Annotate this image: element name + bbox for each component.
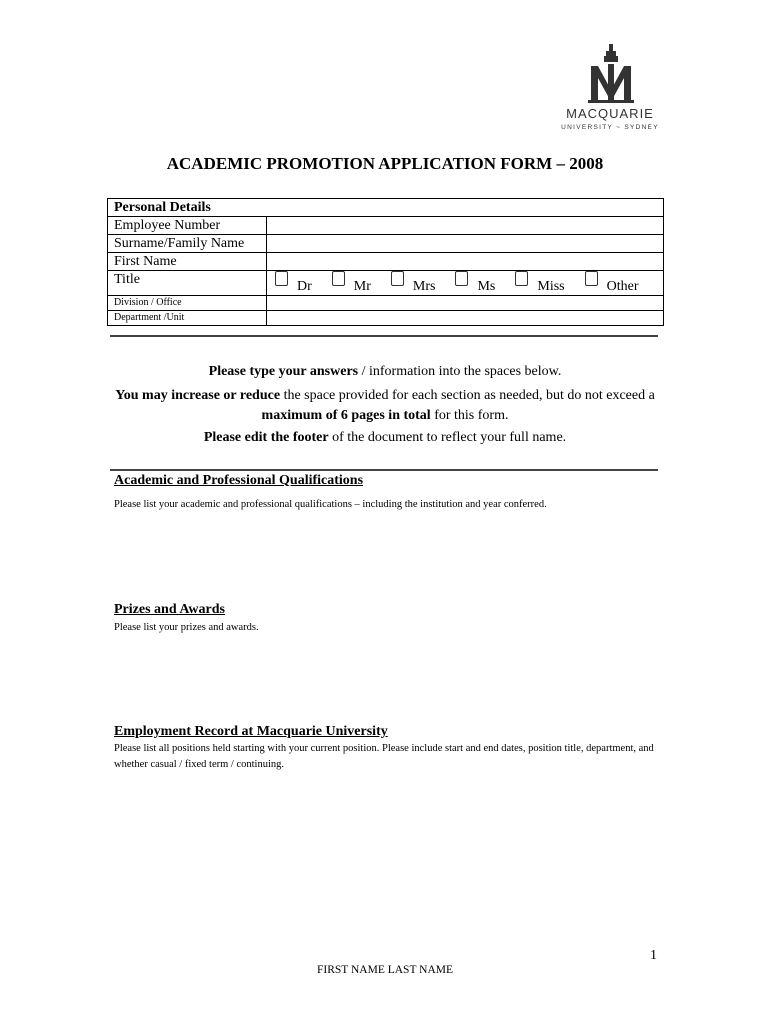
- section-divider: [110, 469, 658, 471]
- title-option-mrs[interactable]: Mrs: [391, 276, 436, 295]
- section-divider: [110, 335, 658, 337]
- university-logo: [560, 44, 660, 136]
- form-title: ACADEMIC PROMOTION APPLICATION FORM – 2008: [166, 154, 604, 173]
- prizes-instructions: Please list your prizes and awards.: [114, 622, 259, 633]
- employee-number-field[interactable]: [267, 217, 664, 235]
- title-option-miss[interactable]: Miss: [515, 276, 564, 295]
- logo-subtitle: UNIVERSITY ~ SYDNEY: [561, 124, 659, 131]
- division-label: Division / Office: [108, 296, 267, 311]
- surname-field[interactable]: [267, 235, 664, 253]
- macquarie-crest-icon: [588, 44, 634, 104]
- checkbox-icon[interactable]: [391, 271, 404, 286]
- checkbox-icon[interactable]: [585, 271, 598, 286]
- first-name-field[interactable]: [267, 253, 664, 271]
- division-field[interactable]: [267, 296, 664, 311]
- checkbox-icon[interactable]: [275, 271, 288, 286]
- qualifications-instructions: Please list your academic and professional qualifications – including the institution and year conferred.: [114, 499, 547, 510]
- personal-details-heading: Personal Details: [108, 199, 664, 217]
- page-footer: FIRST NAME LAST NAME: [317, 964, 453, 976]
- employment-instructions: Please list all positions held starting with your current position. Please include start and end dates, position title, department, and whether casual / fixed term / continuing.: [114, 743, 654, 770]
- checkbox-icon[interactable]: [455, 271, 468, 286]
- title-option-ms[interactable]: Ms: [455, 276, 495, 295]
- title-options: [267, 271, 664, 296]
- title-option-mr[interactable]: Mr: [332, 276, 371, 295]
- title-option-dr[interactable]: Dr: [275, 276, 312, 295]
- instruction-line-1: Please type your answers / information into the spaces below.: [208, 364, 562, 379]
- prizes-heading: Prizes and Awards: [114, 602, 225, 617]
- surname-label: Surname/Family Name: [108, 235, 267, 253]
- checkbox-icon[interactable]: [515, 271, 528, 286]
- department-field[interactable]: [267, 311, 664, 326]
- title-label: Title: [108, 271, 267, 296]
- first-name-label: First Name: [108, 253, 267, 271]
- qualifications-heading: Academic and Professional Qualifications: [114, 473, 364, 488]
- logo-wordmark: MACQUARIE: [566, 106, 654, 121]
- instruction-line-3: Please edit the footer of the document to reflect your full name.: [203, 430, 567, 445]
- page-number: 1: [650, 948, 657, 963]
- department-label: Department /Unit: [108, 311, 267, 326]
- title-option-other[interactable]: Other: [585, 276, 639, 295]
- employment-heading: Employment Record at Macquarie University: [114, 724, 388, 739]
- employee-number-label: Employee Number: [108, 217, 267, 235]
- personal-details-table: [107, 198, 664, 326]
- instruction-line-2: You may increase or reduce the space provided for each section as needed, but do not exceed a maximum of 6 pages in total for this form.: [115, 388, 655, 423]
- checkbox-icon[interactable]: [332, 271, 345, 286]
